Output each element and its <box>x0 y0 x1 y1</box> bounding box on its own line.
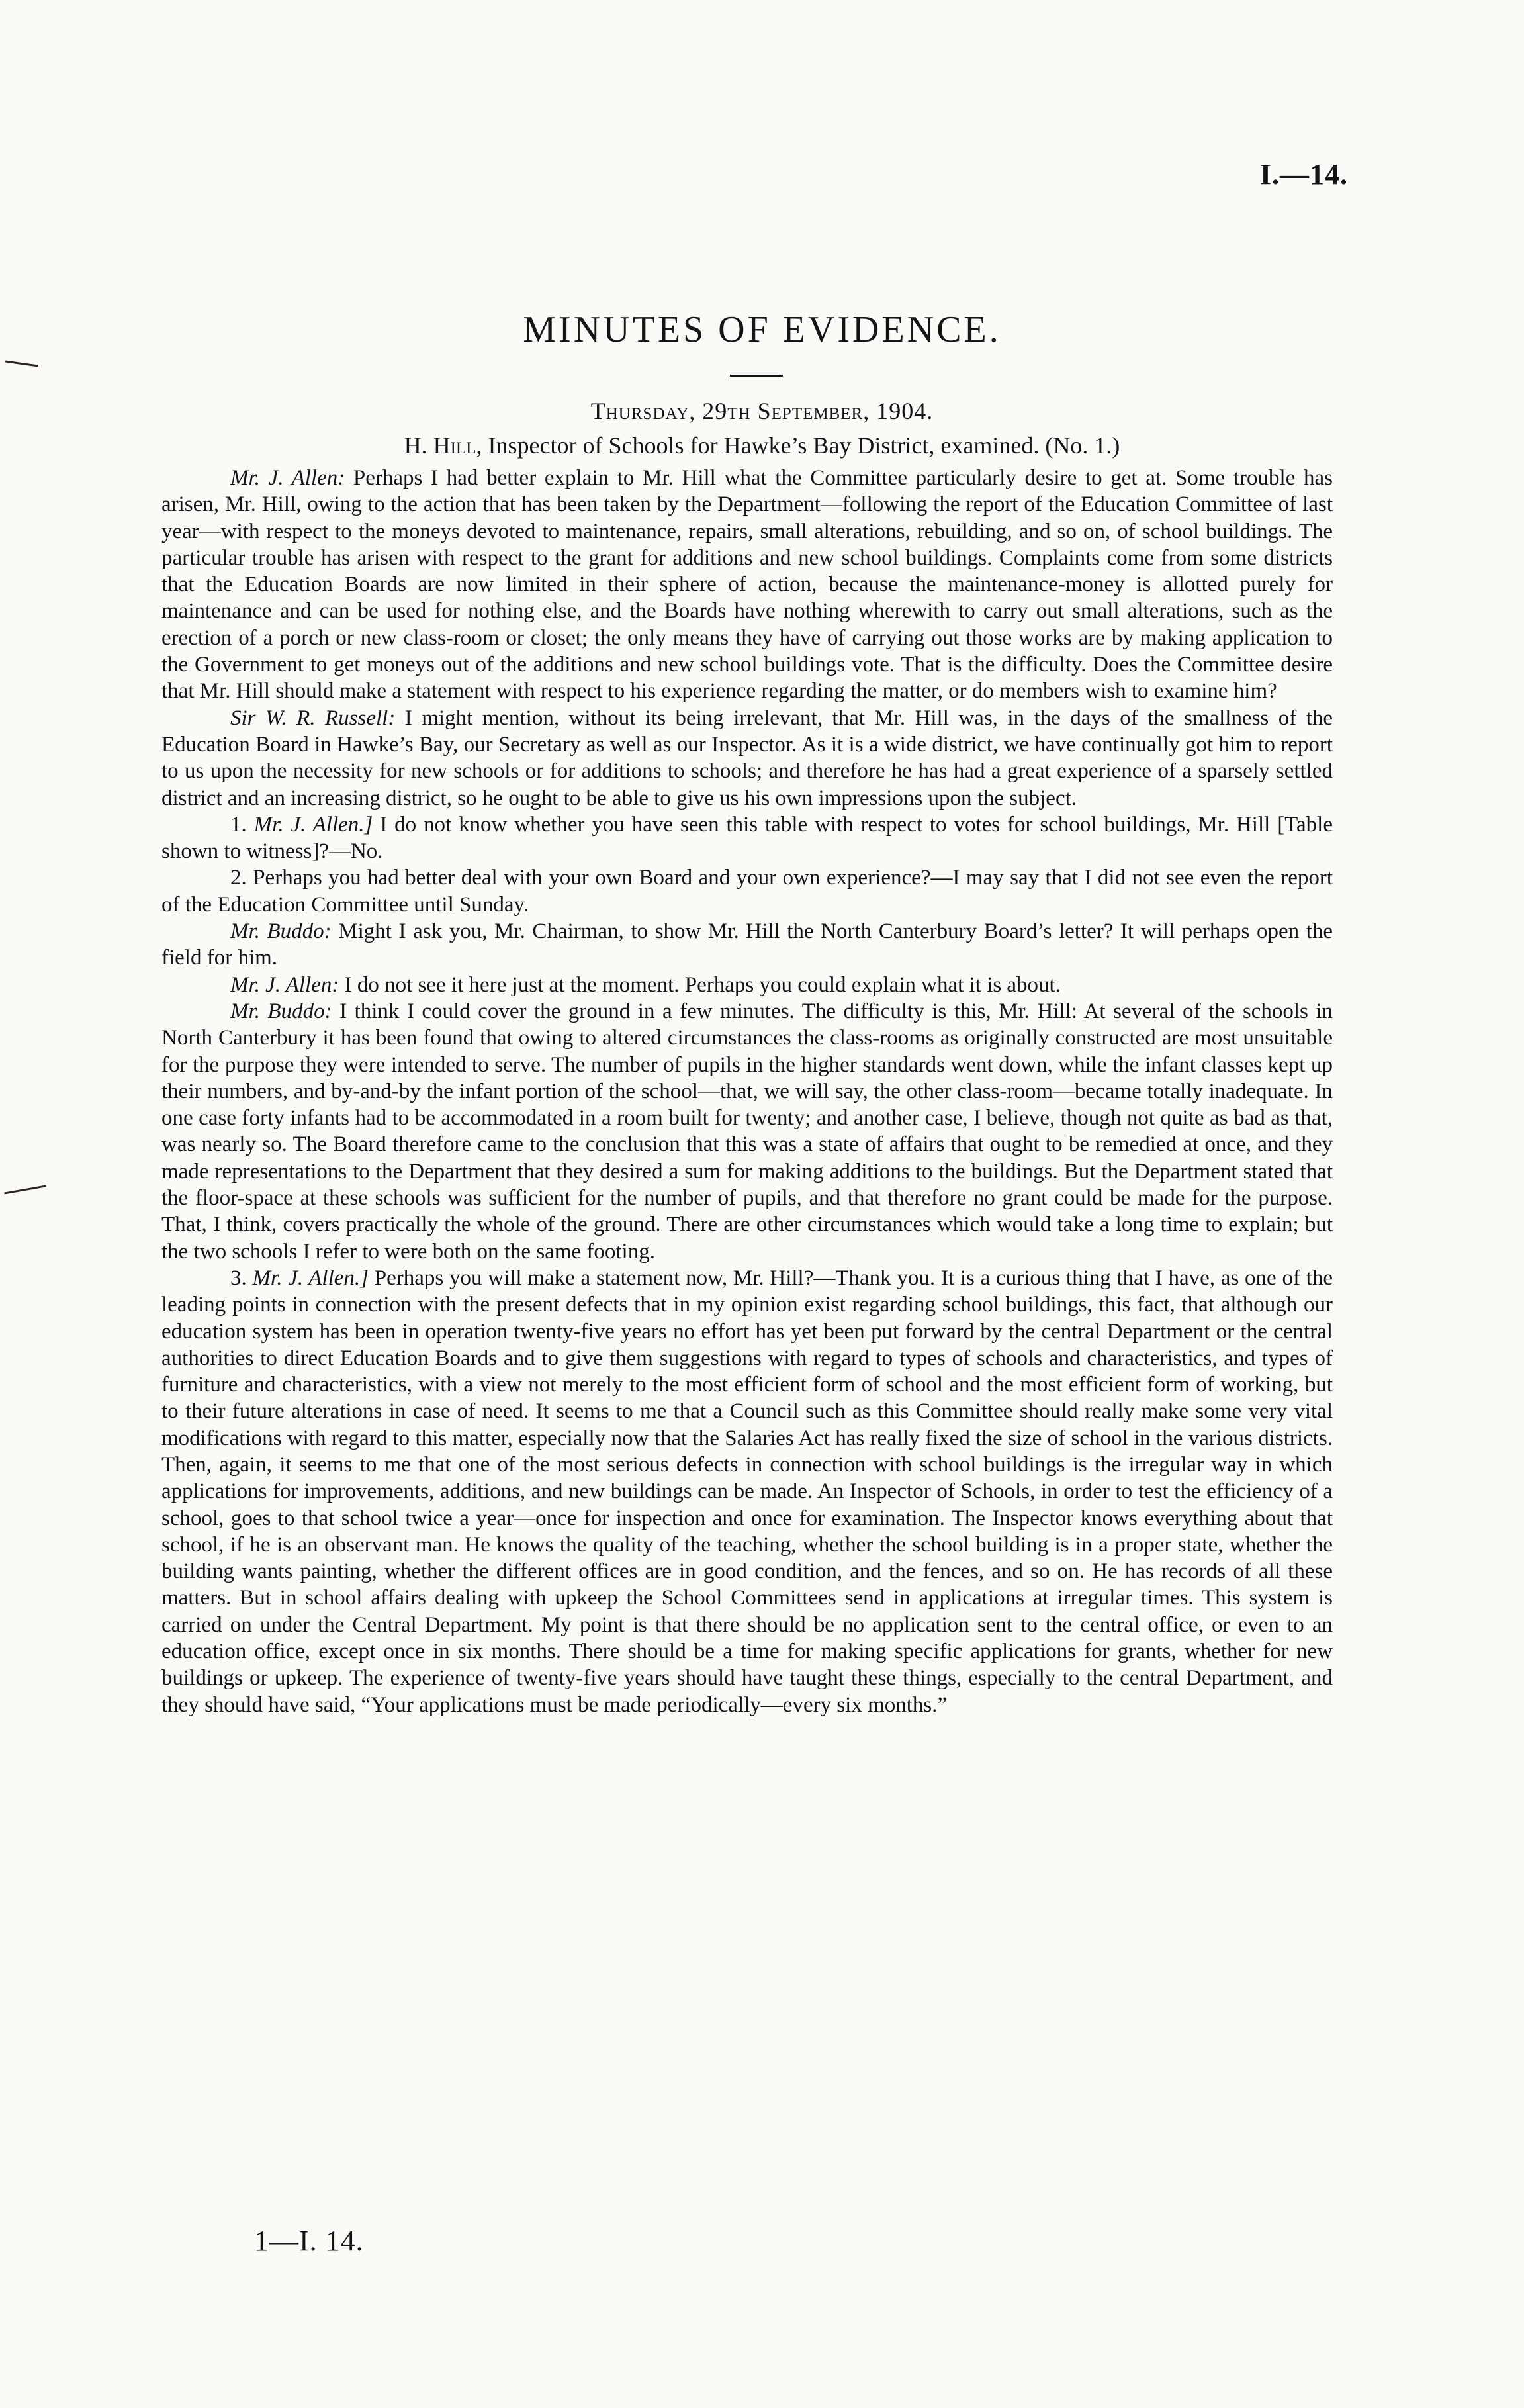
question-number: 3. <box>230 1266 247 1290</box>
speaker-name: Mr. J. Allen.] <box>252 1266 369 1290</box>
evidence-paragraph <box>161 705 1333 811</box>
speaker-name: Sir W. R. Russell: <box>230 706 396 730</box>
session-date: Thursday, 29th September, 1904. <box>590 398 934 424</box>
paragraph-text: Perhaps you will make a statement now, Mr. Hill?—Thank you. It is a curious thing that I have, as one of the leading points in connection with the present defects that in my opinion exist regarding school buildings, this fact, that although our education system has been in operation twenty-five years no effort has yet been put forward by the central Department or the central authorities to direct Education Boards and to give them suggestions with regard to types of schools and characteristics, and types of furniture and characteristics, with a view not merely to the most efficient form of school and the most efficient form of working, but to their future alterations in case of need. It seems to me that a Council such as this Committee should really make some very vital modifications with regard to this matter, especially now that the Salaries Act has really fixed the size of school in the various districts. Then, again, it seems to me that one of the most serious defects in connection with school buildings is the irregular way in which applications for improvements, additions, and new buildings can be made. An Inspector of Schools, in order to test the efficiency of a school, goes to that school twice a year—once for inspection and once for examination. The Inspector knows everything about that school, if he is an observant man. He knows the quality of the teaching, whether the school building is in a proper state, whether the building wants painting, whether the different offices are in good condition, and the fences, and so on. He has records of all these matters. But in school affairs dealing with upkeep the School Committees send in applications at irregular times. This system is carried on under the Central Department. My point is that there should be no application sent to the central office, or even to an education office, except once in six months. There should be a time for making specific applications for grants, whether for new buildings or upkeep. The experience of twenty-five years should have taught these things, especially to the central Department, and they should have said, “Your applications must be made periodically—every six months.” <box>161 1266 1333 1717</box>
evidence-paragraph <box>161 972 1333 998</box>
question-number: 1. <box>230 812 247 837</box>
evidence-paragraph <box>161 811 1333 865</box>
paragraph-text: Perhaps I had better explain to Mr. Hill what the Committee particularly desire to get at. Some trouble has arisen, Mr. Hill, owing to the action that has been taken by the Department—following the report of the Education Committee of last year—with respect to the moneys devoted to maintenance, repairs, small alterations, rebuilding, and so on, of school buildings. The particular trouble has arisen with respect to the grant for additions and new school buildings. Complaints come from some districts that the Education Boards are now limited in their sphere of action, because the maintenance-money is allotted purely for maintenance and can be used for nothing else, and the Boards have nothing wherewith to carry out small alterations, such as the erection of a porch or new class-room or closet; the only means they have of carrying out those works are by making application to the Government to get moneys out of the additions and new school buildings vote. That is the difficulty. Does the Committee desire that Mr. Hill should make a statement with respect to his experience regarding the matter, or do members wish to examine him? <box>161 466 1333 704</box>
document-title: MINUTES OF EVIDENCE. <box>523 309 1001 350</box>
margin-mark <box>4 1185 46 1194</box>
margin-mark <box>5 361 38 367</box>
speaker-name: Mr. Buddo: <box>230 999 332 1023</box>
paragraph-text: Might I ask you, Mr. Chairman, to show Mr. Hill the North Canterbury Board’s letter? It will perhaps open the field for him. <box>161 919 1333 970</box>
evidence-body <box>161 465 1333 1718</box>
speaker-name: Mr. J. Allen: <box>230 466 345 490</box>
speaker-name: Mr. J. Allen: <box>230 972 339 997</box>
question-number: 2. <box>230 866 247 890</box>
evidence-paragraph <box>161 864 1333 918</box>
evidence-paragraph <box>161 998 1333 1265</box>
witness-heading <box>0 432 1524 459</box>
evidence-paragraph <box>161 1265 1333 1718</box>
printer-signature: 1—I. 14. <box>254 2225 364 2257</box>
witness-description: , Inspector of Schools for Hawke’s Bay District, examined. (No. 1.) <box>476 432 1120 459</box>
paragraph-text: I do not know whether you have seen this table with respect to votes for school buildings, Mr. Hill [Table shown to witness]?—No. <box>161 812 1333 864</box>
paragraph-text: I do not see it here just at the moment. Perhaps you could explain what it is about. <box>339 972 1061 997</box>
speaker-name: Mr. Buddo: <box>230 919 332 944</box>
paragraph-text: I might mention, without its being irrelevant, that Mr. Hill was, in the days of the smallness of the Education Board in Hawke’s Bay, our Secretary as well as our Inspector. As it is a wide district, we have continually got him to report to us upon the necessity for new schools or for additions to schools; and therefore he has had a great experience of a sparsely settled district and an increasing district, so he ought to be able to give us his own impressions upon the subject. <box>161 706 1333 810</box>
paragraph-text: Perhaps you had better deal with your own Board and your own experience?—I may say that I did not see even the report of the Education Committee until Sunday. <box>161 866 1333 917</box>
paragraph-text: I think I could cover the ground in a few minutes. The difficulty is this, Mr. Hill: At several of the schools in North Canterbury it has been found that owing to altered circumstances the class-rooms as originally constructed are most unsuitable for the purpose they were intended to serve. The number of pupils in the higher standards went down, while the infant classes kept up their numbers, and by-and-by the infant portion of the school—that, we will say, the other class-room—became totally inadequate. In one case forty infants had to be accommodated in a room built for twenty; and another case, I believe, though not quite as bad as that, was nearly so. The Board therefore came to the conclusion that this was a state of affairs that ought to be remedied at once, and they made representations to the Department that they desired a sum for making additions to the buildings. But the Department stated that the floor-space at these schools was sufficient for the number of pupils, and that therefore no grant could be made for the purpose. That, I think, covers practically the whole of the ground. There are other circumstances which would take a long time to explain; but the two schools I refer to were both on the same footing. <box>161 999 1333 1264</box>
page-reference: I.—14. <box>1259 158 1348 191</box>
evidence-paragraph <box>161 465 1333 705</box>
title-divider <box>730 375 783 377</box>
evidence-paragraph <box>161 918 1333 972</box>
speaker-name: Mr. J. Allen.] <box>253 812 373 837</box>
witness-name: H. Hill <box>404 432 476 459</box>
